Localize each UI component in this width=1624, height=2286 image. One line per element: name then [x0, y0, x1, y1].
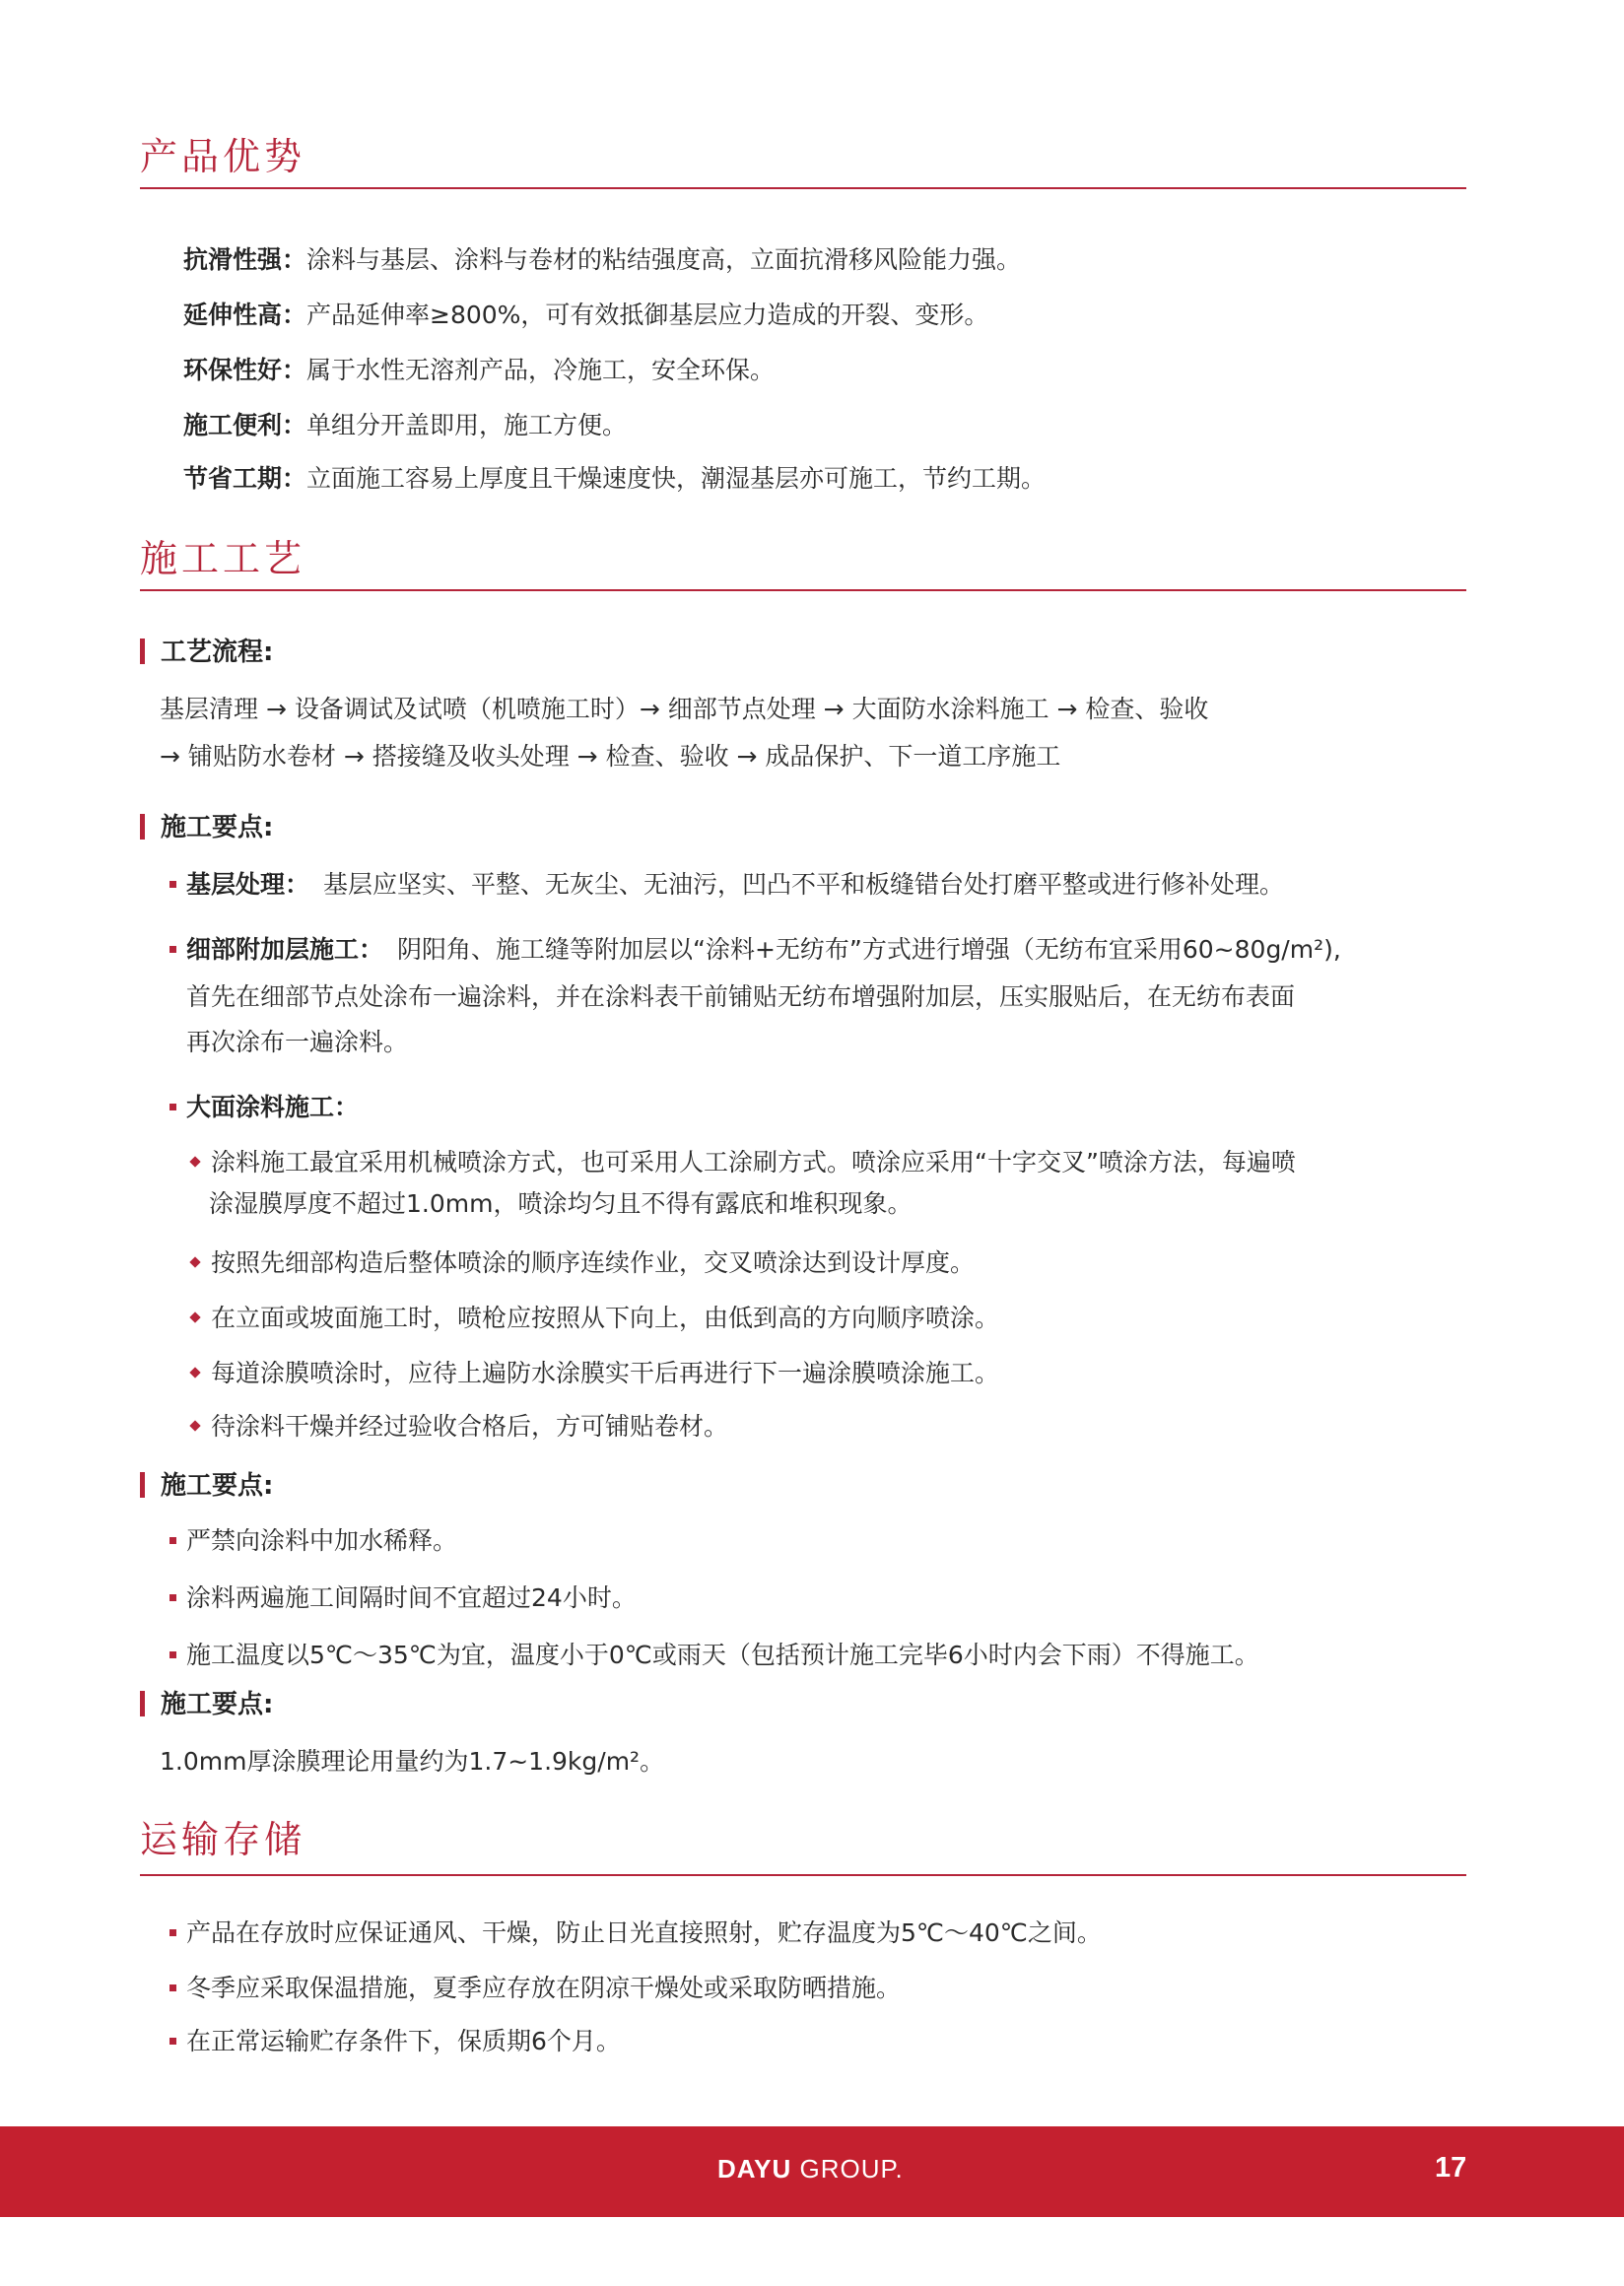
- subheading-bar: [140, 639, 145, 664]
- diamond-bullet-icon: [189, 1420, 200, 1431]
- diamond-bullet-icon: [189, 1156, 200, 1167]
- square-bullet-icon: [169, 1594, 176, 1601]
- square-bullet-icon: [169, 2038, 176, 2045]
- page-number: 17: [1435, 2152, 1467, 2184]
- advantage-text: 单组分开盖即用，施工方便。: [306, 411, 628, 439]
- subheading-bar: [140, 1691, 145, 1716]
- advantage-label: 延伸性高：: [183, 301, 307, 329]
- subheading-text: 工艺流程:: [161, 638, 274, 667]
- storage-item: 在正常运输贮存条件下，保质期6个月。: [169, 2024, 621, 2059]
- sub-point-item: 在立面或坡面施工时，喷枪应按照从下向上，由低到高的方向顺序喷涂。: [189, 1301, 999, 1336]
- square-bullet-icon: [169, 1651, 176, 1658]
- sub-point-item: 涂料施工最宜采用机械喷涂方式，也可采用人工涂刷方式。喷涂应采用“十字交叉”喷涂方法，每遍喷: [189, 1145, 1296, 1180]
- section-divider: [140, 187, 1466, 189]
- subheading-points: [140, 810, 273, 845]
- advantage-item: [183, 298, 988, 333]
- flow-line: 基层清理 → 设备调试及试喷（机喷施工时）→ 细部节点处理 → 大面防水涂料施工 → 检查、验收: [160, 695, 1209, 723]
- subheading-bar: [140, 1472, 145, 1498]
- point-text: 基层应坚实、平整、无灰尘、无油污，凹凸不平和板缝错台处打磨平整或进行修补处理。: [323, 870, 1285, 899]
- point-item: [169, 867, 1284, 903]
- section-title-storage: 运输存储: [140, 1818, 306, 1861]
- advantage-item: [183, 242, 1021, 278]
- point-item: [169, 1090, 359, 1125]
- advantage-label: 抗滑性强：: [183, 245, 307, 274]
- section-divider: [140, 1874, 1466, 1876]
- subheading-text: 施工要点:: [161, 1690, 274, 1719]
- advantage-label: 施工便利：: [183, 411, 307, 439]
- square-bullet-icon: [169, 1104, 176, 1110]
- subheading-points: [140, 1687, 273, 1722]
- advantage-item: [183, 461, 1046, 497]
- advantage-text: 属于水性无溶剂产品，冷施工，安全环保。: [306, 356, 776, 384]
- sub-point-item: 按照先细部构造后整体喷涂的顺序连续作业，交叉喷涂达到设计厚度。: [189, 1245, 975, 1281]
- section-title-process: 施工工艺: [140, 537, 306, 580]
- subheading-text: 施工要点:: [161, 1471, 274, 1501]
- advantage-label: 节省工期：: [183, 464, 307, 493]
- flow-line: → 铺贴防水卷材 → 搭接缝及收头处理 → 检查、验收 → 成品保护、下一道工序施工: [160, 742, 1061, 771]
- diamond-bullet-icon: [189, 1311, 200, 1322]
- point-item: [169, 932, 1341, 968]
- footer-bar: [0, 2126, 1624, 2217]
- brand-logo: DAYU GROUP.: [717, 2154, 904, 2184]
- square-bullet-icon: [169, 1984, 176, 1991]
- usage-text: 1.0mm厚涂膜理论用量约为1.7~1.9kg/m²。: [160, 1747, 665, 1776]
- square-bullet-icon: [169, 881, 176, 888]
- point-text-cont: 再次涂布一遍涂料。: [186, 1028, 409, 1056]
- sub-point-cont: 涂湿膜厚度不超过1.0mm，喷涂均匀且不得有露底和堆积现象。: [209, 1189, 913, 1218]
- diamond-bullet-icon: [189, 1256, 200, 1267]
- square-bullet-icon: [169, 946, 176, 953]
- advantage-text: 立面施工容易上厚度且干燥速度快，潮湿基层亦可施工，节约工期。: [306, 464, 1047, 493]
- sub-point-item: 每道涂膜喷涂时，应待上遍防水涂膜实干后再进行下一遍涂膜喷涂施工。: [189, 1356, 999, 1391]
- storage-item: 冬季应采取保温措施，夏季应存放在阴凉干燥处或采取防晒措施。: [169, 1971, 901, 2006]
- point-text: 阴阳角、施工缝等附加层以“涂料+无纺布”方式进行增强（无纺布宜采用60~80g/m²),: [397, 935, 1341, 964]
- note-item: 涂料两遍施工间隔时间不宜超过24小时。: [169, 1580, 637, 1616]
- square-bullet-icon: [169, 1537, 176, 1544]
- note-item: 严禁向涂料中加水稀释。: [169, 1523, 457, 1559]
- diamond-bullet-icon: [189, 1367, 200, 1378]
- subheading-bar: [140, 814, 145, 840]
- subheading-points: [140, 1468, 273, 1504]
- section-divider: [140, 589, 1466, 591]
- section-title-advantages: 产品优势: [140, 135, 306, 178]
- subheading-text: 施工要点:: [161, 813, 274, 842]
- point-label: 基层处理：: [186, 870, 310, 899]
- note-item: 施工温度以5℃～35℃为宜，温度小于0℃或雨天（包括预计施工完毕6小时内会下雨）不得施工。: [169, 1638, 1259, 1673]
- advantage-item: [183, 408, 627, 443]
- advantage-text: 产品延伸率≥800%，可有效抵御基层应力造成的开裂、变形。: [306, 301, 989, 329]
- point-text-cont: 首先在细部节点处涂布一遍涂料，并在涂料表干前铺贴无纺布增强附加层，压实服贴后，在无纺布表面: [186, 982, 1296, 1011]
- advantage-item: [183, 353, 775, 388]
- advantage-text: 涂料与基层、涂料与卷材的粘结强度高，立面抗滑移风险能力强。: [306, 245, 1022, 274]
- square-bullet-icon: [169, 1929, 176, 1936]
- subheading-flow: [140, 635, 273, 670]
- point-label: 大面涂料施工：: [186, 1093, 360, 1121]
- advantage-label: 环保性好：: [183, 356, 307, 384]
- storage-item: 产品在存放时应保证通风、干燥，防止日光直接照射，贮存温度为5℃～40℃之间。: [169, 1916, 1102, 1951]
- point-label: 细部附加层施工：: [186, 935, 384, 964]
- sub-point-item: 待涂料干燥并经过验收合格后，方可铺贴卷材。: [189, 1409, 728, 1445]
